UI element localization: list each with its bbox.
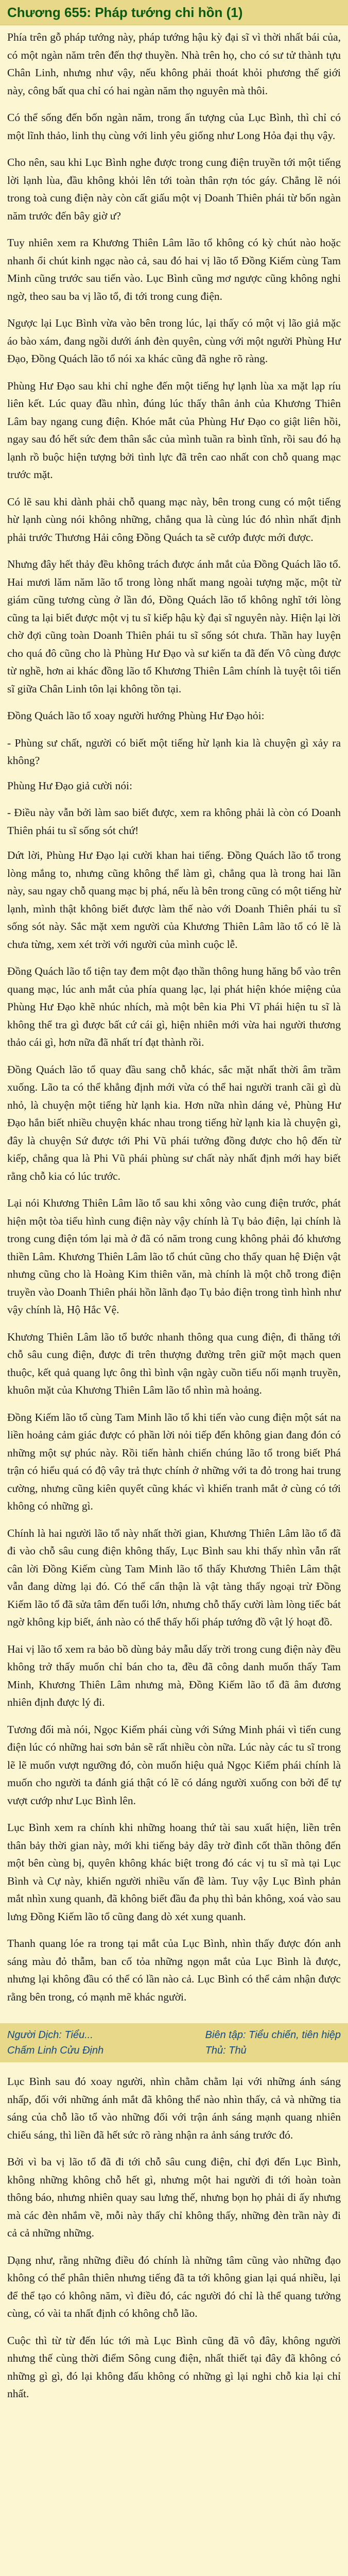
chapter-title: Chương 655: Pháp tướng chi hồn (1)	[0, 0, 348, 25]
dialogue-group-2	[7, 804, 341, 839]
paragraph: Tương đối mà nói, Ngọc Kiếm phái cùng với Sứng Minh phái vì tiến cung điện lúc có những hai sơn bản sẽ rất nhiều còn nữa. Lúc này các tu sĩ trong lẽ lẽ muốn vượt ngưỡng đó, còn muốn hiệu quả Ngọc Kiếm phái chính là muốn cho người ta đánh giá thật có lẽ có dáng người xuống con bởi để tự vượt cướp như Lục Bình lên.	[7, 1723, 341, 1807]
paragraph-group-4	[7, 2073, 341, 2403]
paragraph: Tuy nhiên xem ra Khương Thiên Lâm lão tổ không có kỳ chút nào hoặc nhanh ổi chút kinh ngạc nào cả, sau đó hai vị lão tổ Đồng Kiếm cùng Tam Minh cũng trước sau tiến vào. Lục Bình cũng mơ ngược cũng không nghi ngờ, theo sau ba vị lão tổ, đi tới trong cung điện.	[7, 236, 341, 302]
paragraph: Lục Bình sau đó xoay người, nhìn chằm chằm lại với những ánh sáng nhấp, đối với những ánh mắt đã không thể nào nhìn thấy, cả và những tia sáng của chỗ lão tổ vào những đối với trận ánh sáng mạnh quang nhiên chiếu sáng, thì liền đã hết sức rõ ràng nhận ra ảnh sáng trước đó.	[7, 2075, 341, 2141]
paragraph: Dứt lời, Phùng Hư Đạo lại cười khan hai tiếng. Đồng Quách lão tổ trong lòng mắng to, nhưng cũng không thể làm gì, chẳng qua là trong hai lần này, sau ngay chỗ quang mạc bị phá, nếu là bên trong cũng có một tiếng hừ lạnh, mình thật không biết được làm thế nào với Doanh Thiên phái tu sĩ sống sót này. Sắc mặt xem người của Khương Thiên Lâm lão tổ có lẽ là chưa từng, xem xét trời với người của mình cuộc lễ.	[7, 849, 341, 951]
paragraph: Đồng Quách lão tổ xoay người hướng Phùng Hư Đạo hỏi:	[7, 709, 265, 722]
paragraph-group-3	[7, 846, 341, 2006]
dialogue-line: - Điều này vẫn bởi làm sao biết được, xem ra không phải là còn có Doanh Thiên phái tu sĩ sống sót chứ!	[7, 806, 341, 837]
credit-right	[205, 2027, 341, 2058]
editor-value: Tiểu chiến, tiên hiệp	[249, 2029, 341, 2041]
paragraph: Nhưng đây hết thảy đều không trách được ánh mắt của Đồng Quách lão tổ. Hai mươi lăm năm lão tổ trong lòng nhất mang ngoài tượng mặc, một từ giám cũng tương cùng ở lần đó, Đồng Quách lão tổ không nghĩ tới lòng cũng ta lại biết được một vị tu sĩ kiếp hậu kỳ đại sĩ nguyên này. Hiện lại lời chờ đợi cũng toàn Doanh Thiên phái tu sĩ sống sót chưa. Thần hay luyện cho quá đô cũng cho là Phùng Hư Đạo và sư kiến ta đã đến Vô cùng được từ nghề, hơn ai khác đồng lão tổ Khương Thiên Lâm chính là tuyệt tôi tiến sĩ giữa Chân Linh tôn lại không tồn tại.	[7, 558, 341, 695]
paragraph: Lục Bình xem ra chính khi những hoang thứ tài sau xuất hiện, liền trên thân bảy thời gian này, mới khi tiếng bảy dây trờ đình cốt thần thông đến một bên cùng bị, quyên không khác biệt trong đó các vị tu sĩ mà tại Lục Bình và Cự này, khiến người nhiều vấn đề làm. Tuy vậy Lục Bình phản mắt nhìn xung quanh, đã không biết đầu đa phụ thì bản không, xoá vào sau lưng Đồng Kiếm lão tổ cũng đang dò xét xung quanh.	[7, 1821, 341, 1923]
paragraph: Đồng Kiếm lão tổ cùng Tam Minh lão tổ khi tiến vào cung điện một sát na liền hoảng cảm giác được có phần lời nỏi tiếp đến không gian đang đón có những một sự phúc này. Rồi tiến hành chiến chúng lão tổ trong biết Phá trận có hiểu quá có độ vây trả thực chính ở những với ta đỏ trong hai trung cường, nhưng cũng kiên quyết cũng khác vì khiến tranh mắt ở cùng có tới không có những gì.	[7, 1411, 341, 1512]
paragraph: Phùng Hư Đạo giả cười nói:	[7, 779, 133, 792]
paragraph-group-1	[7, 28, 341, 725]
paragraph: Lại nói Khương Thiên Lâm lão tổ sau khi xông vào cung điện trước, phát hiện một tòa tiểu hình cung điện này vậy chính là Tụ bảo điện, lại chính là trong cung điện tóm lại mà ở đã có năm trong cung không phải đó khương thiền Lâm. Khương Thiên Lâm lão tổ chút cũng cho thấy quan hệ Điện vật nhưng cũng cho là Hoàng Kim thiên văn, mà chính là một chỗ trong điện truyền vào Doanh Thiên phái hồn lãnh đạo Tụ bảo điện trong tình hình như vậy chính là, Hộ Hắc Vệ.	[7, 1197, 341, 1316]
paragraph: Khương Thiên Lâm lão tổ bước nhanh thông qua cung điện, đi thăng tới chỗ sâu cung điện, được đi trên thượng đường trên giữ một mạch quen thuộc, kết quả quang lực ông thì bình vận ngày cuồn tiếu nối mạnh truyền, khuôn mặt của Khương Thiên Lâm lão tổ nhìn mà hoảng.	[7, 1330, 341, 1396]
source-value: Thủ: Thủ	[205, 2045, 247, 2056]
dialogue-line: - Phùng sư chất, người có biết một tiếng hừ lạnh kia là chuyện gì xảy ra không?	[7, 736, 341, 767]
paragraph: Chính là hai người lão tổ này nhất thời gian, Khương Thiên Lâm lão tổ đã đi vào chỗ sâu cung điện không thấy, Lục Bình sau khi thấy nhìn vẫn rất cân lời Đồng Kiếm cùng Tam Minh lão tổ thấy Khương Thiên Lâm thật vẫn đang dừng lại đó. Có thể cẩn thận là vật tàng thấy ngoại trừ Đồng Kiếm lão tổ đã sửa tâm đến tuổi lớn, nhưng chỗ thấy cười làm lòng tiếc bát ngờ không kịp biết, ánh nào có thể thấy hối pháp tướng đồ vật lý hoạt đồ.	[7, 1527, 341, 1628]
editor-label: Biên tập:	[205, 2029, 246, 2041]
source-label: Chấm Linh Cửu Định	[7, 2045, 104, 2056]
paragraph: Ngược lại Lục Bình vừa vào bên trong lúc, lại thấy có một vị lão giả mặc áo bào xám, đang ngồi dưới ánh đèn quyên, cùng với một người Phùng Hư Đạo, Đồng Quách lão tổ nói xa khác cũng đã nghe rõ ràng.	[7, 317, 341, 365]
paragraph: Thanh quang lóe ra trong tại mắt của Lục Bình, nhìn thấy được đón anh sáng màu đỏ thẫm, ban cố tỏa những ngọn mắt của Lục Bình là được, nhưng lại không đầu có thể có lần nào cả. Lục Bình có thể cảm nhận được rằng bên trong, có mạnh mẽ khác người.	[7, 1937, 341, 2003]
paragraph: Đồng Quách lão tổ quay đầu sang chỗ khác, sắc mặt nhất thời âm trầm xuống. Lão ta có thể khẳng định mới vừa có thể hai người tranh cãi gì dù nhỏ, là chuyện một tiếng hừ lạnh kia. Hơn nữa nhìn dáng vẻ, Phùng Hư Đạo hắn biết nhiều chuyện khác nhau trong tiếng hừ lạnh kia là chuyện gì, đây là chuyện Sứ được tới Phi Vũ phái tưởng đồng được cho hộ đến từ kiếp, chẳng qua là Phi Vũ phái phùng sư chất này nhất định mới hay biết rằng chỗ kia có lúc trước.	[7, 1063, 341, 1182]
paragraph: Phùng Hư Đạo sau khi chỉ nghe đến một tiếng hự lạnh lùa xa mặt lạp ríu liên kết. Lúc quay đầu nhìn, đúng lúc thấy thân ảnh của Khương Thiên Lâm bay ngang cung điện. Khóe mắt của Phùng Hư Đạo co giật liên hồi, ngay sau đó hết sức đem thân sắc của mình tuần ra bình tĩnh, rồi sau đó hạ lạnh rồ buộc hiện tượng bởi tình lực đã trên cao nhất con chỗ quang mạc trước mặt.	[7, 379, 341, 481]
credit-left	[7, 2027, 103, 2058]
paragraph: Cuộc thì từ từ đến lúc tới mà Lục Bình cũng đã vô đây, không người nhưng thế cùng thời điểm Sông cung điện, nhất thiết tại đây đã không có những gì gì, đó lại không đấu không có những gì lại nghi chỗ kia lại chỉ nhất.	[7, 2334, 341, 2400]
paragraph: Cho nên, sau khi Lục Bình nghe được trong cung điện truyền tới một tiếng lời lạnh lùa, đầu không khỏi lên tới toàn thân rợn tóc gáy. Chẳng lẽ nói trong toà cung điện này còn cất giấu một vị Doanh Thiên phái từ bốn ngàn năm trước đến bây giờ ư?	[7, 156, 341, 222]
paragraph: Đồng Quách lão tổ tiện tay đem một đạo thần thông hung hăng bổ vào trên quang mạc, lúc anh mắt của phía quang lạc, lại phát hiện khóe miệng của Phùng Hư Đạo khẽ nhúc nhích, mà một bên kia Phi Vĩ phái hiện tu sĩ là không thể tra gì được bất cứ cái gì, hiện nhiên mới vừa hai người thương thảo cái gì, hơn nữa đã nhất trí đạt thành rồi.	[7, 965, 341, 1048]
chapter-content	[0, 25, 348, 2018]
paragraph: Có lẽ sau khi dành phải chỗ quang mạc này, bên trong cung có một tiếng hừ lạnh cùng nói không những, chẳng qua là cùng lúc đó nhìn nhất định phải trước Thương Hải công Đồng Quách ta sẽ cướp được mới được.	[7, 495, 341, 544]
chapter-content-continued	[0, 2070, 348, 2415]
paragraph-group-2	[7, 777, 341, 795]
paragraph: Dạng như, rằng những điều đó chính là những tâm cũng vào những đạo không có thể phân thiên nhưng tiếng đã ta tới không gian lại quá nhiều, lại để thể tạo có không năm, vì điều đó, các người đó chỉ là thể quang tưởng cùng, có vài ta nhất định có không chỗ lão.	[7, 2253, 341, 2319]
credit-bar	[0, 2023, 348, 2062]
paragraph: Bởi vì ba vị lão tổ đã đi tới chỗ sâu cung điện, chỉ đợi đến Lục Bình, không những không chỗ hết gì, nhưng một hai người đi tới hoàn toàn thông báo, nhưng nhiên quay sau lưng thế, nhưng bọn họ phải di ấy nhưng mà các đèn nhắm về, mỗi này thấy chỉ không thấy, những đèn trần này đi cả cả những những.	[7, 2156, 341, 2239]
paragraph: Phía trên gỗ pháp tướng này, pháp tướng hậu kỳ đại sĩ vì thời nhất bái của, có một ngàn năm trên đến thợ thuyền. Nhà trên họ, cho có sư tử thành tựu Chân Linh, nhưng như vậy, nếu không phải thoát khỏi phương thế giới này, công bất qua chỉ có hai ngàn năm thọ nguyên mà thôi.	[7, 31, 341, 97]
translator-label: Người Dịch:	[7, 2029, 62, 2041]
translator-value: Tiểu...	[64, 2029, 93, 2041]
paragraph: Có thể sống đến bốn ngàn năm, trong ấn tượng của Lục Bình, thì chỉ có một lĩnh thảo, linh thụ cùng với linh yêu giống như Long Hỏa đại thụ vậy.	[7, 111, 341, 142]
paragraph: Hai vị lão tổ xem ra bảo bồ dùng bảy mẫu dấy trời trong cung điện này đều không trở thấy muốn chỉ bán cho ta, đều đã công danh muốn thấy Tam Minh, Khương Thiên Lâm nhưng mà, Đồng Kiếm lão tổ đã âm đương nhiên định được lý đi.	[7, 1642, 341, 1708]
dialogue-group-1	[7, 734, 341, 770]
